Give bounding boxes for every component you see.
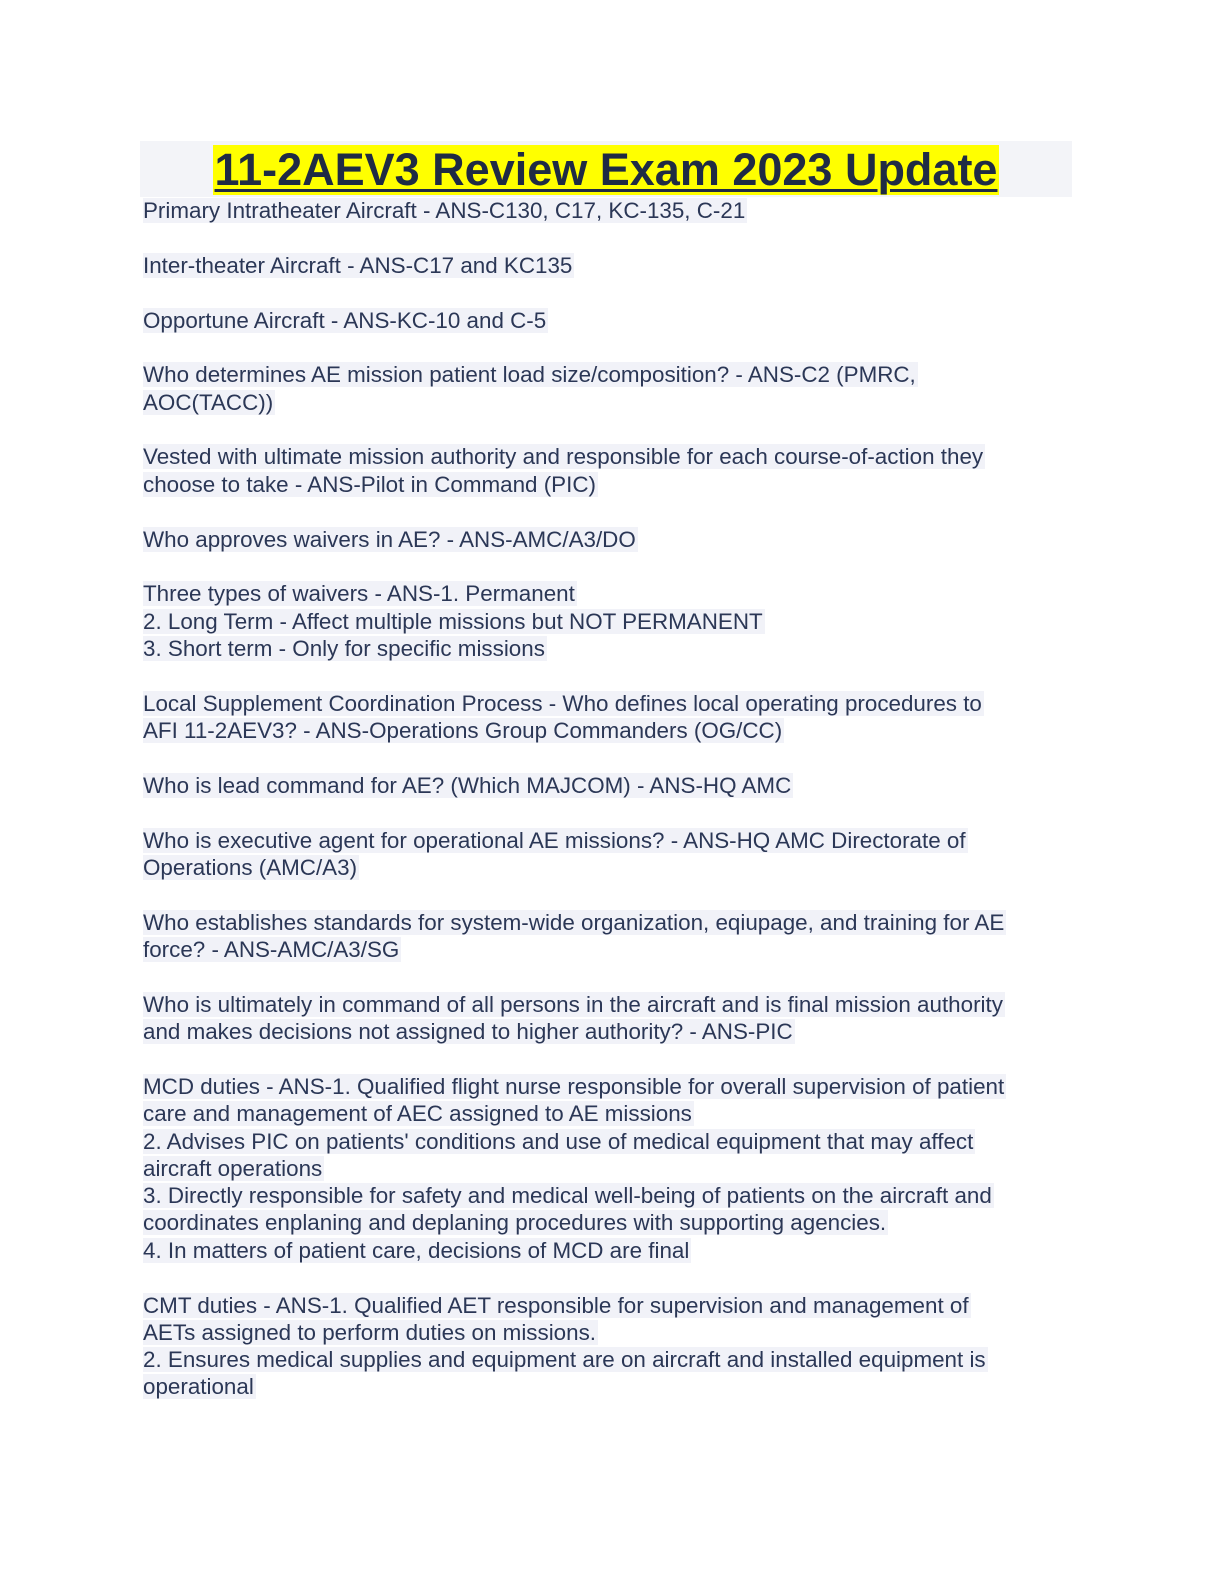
qa-entry	[143, 361, 1083, 416]
text-line	[143, 1346, 1083, 1373]
qa-entry	[143, 827, 1083, 882]
text-line	[143, 1073, 1083, 1100]
text-line-content: coordinates enplaning and deplaning procedures with supporting agencies.	[143, 1210, 887, 1236]
text-line-content: CMT duties - ANS-1. Qualified AET responsible for supervision and management of	[143, 1292, 969, 1318]
text-line-content: AOC(TACC))	[143, 389, 274, 415]
text-line	[143, 717, 1083, 744]
text-line-content: care and management of AEC assigned to AE missions	[143, 1101, 692, 1127]
text-line-content: Three types of waivers - ANS-1. Permanent	[143, 581, 575, 607]
qa-entry	[143, 252, 1083, 279]
text-line-content: and makes decisions not assigned to higher authority? - ANS-PIC	[143, 1019, 793, 1045]
qa-entry	[143, 991, 1083, 1046]
text-line	[143, 471, 1083, 498]
text-line	[143, 580, 1083, 607]
text-line-content: MCD duties - ANS-1. Qualified flight nurse responsible for overall supervision of patient	[143, 1073, 1005, 1099]
text-line-content: choose to take - ANS-Pilot in Command (PIC)	[143, 471, 596, 497]
text-line	[143, 690, 1083, 717]
text-line-content: 2. Advises PIC on patients' conditions and use of medical equipment that may affect	[143, 1128, 974, 1154]
text-line-content: aircraft operations	[143, 1155, 323, 1181]
qa-entry	[143, 197, 1083, 224]
text-line-content: Opportune Aircraft - ANS-KC-10 and C-5	[143, 307, 547, 333]
text-line-content: force? - ANS-AMC/A3/SG	[143, 937, 400, 963]
text-line	[143, 1237, 1083, 1264]
text-line-content: Who is lead command for AE? (Which MAJCOM) - ANS-HQ AMC	[143, 772, 792, 798]
text-line	[143, 1373, 1083, 1400]
text-line-content: Primary Intratheater Aircraft - ANS-C130, C17, KC-135, C-21	[143, 198, 746, 223]
text-line-content: Local Supplement Coordination Process - Who defines local operating procedures to	[143, 690, 982, 716]
text-line-content: 4. In matters of patient care, decisions of MCD are final	[143, 1237, 690, 1263]
text-line	[143, 361, 1083, 388]
text-line	[143, 909, 1083, 936]
text-line	[143, 827, 1083, 854]
qa-entry	[143, 443, 1083, 498]
text-line-content: Who approves waivers in AE? - ANS-AMC/A3/DO	[143, 526, 636, 552]
text-line	[143, 854, 1083, 881]
text-line	[143, 307, 1083, 334]
text-line	[143, 526, 1083, 553]
text-line-content: Operations (AMC/A3)	[143, 854, 358, 880]
text-line	[143, 1292, 1083, 1319]
title-band	[140, 141, 1072, 197]
text-line	[143, 1100, 1083, 1127]
qa-entry	[143, 1292, 1083, 1401]
text-line-content: Who determines AE mission patient load size/composition? - ANS-C2 (PMRC,	[143, 362, 916, 388]
text-line-content: operational	[143, 1374, 254, 1400]
document-title: 11-2AEV3 Review Exam 2023 Update	[214, 144, 998, 195]
text-line	[143, 1155, 1083, 1182]
text-line	[143, 197, 1083, 224]
text-line-content: 3. Directly responsible for safety and medical well-being of patients on the aircraft and	[143, 1183, 992, 1209]
qa-entry	[143, 690, 1083, 745]
text-line	[143, 1182, 1083, 1209]
text-line	[143, 608, 1083, 635]
text-line-content: 2. Long Term - Affect multiple missions but NOT PERMANENT	[143, 608, 763, 634]
qa-entry	[143, 307, 1083, 334]
text-line	[143, 991, 1083, 1018]
text-line	[143, 635, 1083, 662]
qa-entry	[143, 1073, 1083, 1264]
text-line-content: Who is ultimately in command of all persons in the aircraft and is final mission authority	[143, 991, 1003, 1017]
text-line	[143, 389, 1083, 416]
text-line	[143, 1128, 1083, 1155]
qa-entry	[143, 580, 1083, 662]
qa-entry	[143, 526, 1083, 553]
text-line-content: 3. Short term - Only for specific missions	[143, 635, 545, 661]
text-line	[143, 1018, 1083, 1045]
text-line	[143, 772, 1083, 799]
document-body	[143, 197, 1083, 1428]
text-line	[143, 252, 1083, 279]
text-line	[143, 1319, 1083, 1346]
text-line	[143, 936, 1083, 963]
text-line-content: AFI 11-2AEV3? - ANS-Operations Group Commanders (OG/CC)	[143, 718, 783, 744]
qa-entry	[143, 772, 1083, 799]
text-line-content: Who establishes standards for system-wide organization, eqiupage, and training for AE	[143, 909, 1005, 935]
qa-entry	[143, 909, 1083, 964]
text-line-content: Inter-theater Aircraft - ANS-C17 and KC135	[143, 252, 573, 278]
text-line-content: Who is executive agent for operational AE missions? - ANS-HQ AMC Directorate of	[143, 827, 966, 853]
text-line-content: Vested with ultimate mission authority and responsible for each course-of-action they	[143, 444, 984, 470]
text-line	[143, 443, 1083, 470]
text-line-content: AETs assigned to perform duties on missions.	[143, 1319, 596, 1345]
text-line-content: 2. Ensures medical supplies and equipment are on aircraft and installed equipment is	[143, 1347, 986, 1373]
text-line	[143, 1209, 1083, 1236]
